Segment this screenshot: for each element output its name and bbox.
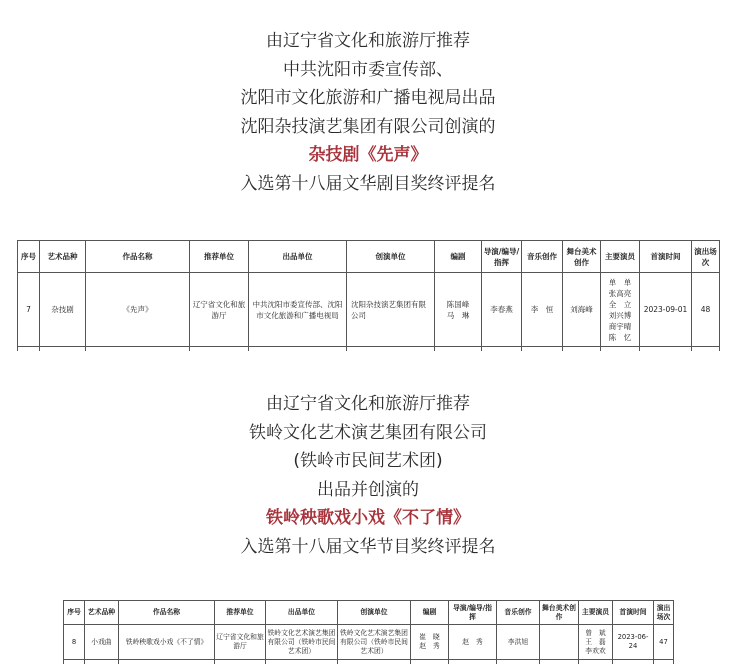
header-playwright: 编剧 xyxy=(411,601,449,625)
header-director: 导演/编导/指挥 xyxy=(449,601,497,625)
cell-stage-design xyxy=(540,625,579,660)
announcement-2-line-1: 由辽宁省文化和旅游厅推荐 xyxy=(266,394,470,414)
nomination-table-2 xyxy=(63,600,674,664)
cell-show-count: 47 xyxy=(654,625,674,660)
announcement-1-line-4: 沈阳杂技演艺集团有限公司创演的 xyxy=(240,116,496,137)
header-music: 音乐创作 xyxy=(522,241,563,273)
header-director: 导演/编导/指挥 xyxy=(482,241,522,273)
cell-music: 李 恒 xyxy=(522,273,563,347)
header-index: 序号 xyxy=(18,241,40,273)
table-row-continuation xyxy=(18,347,720,352)
cell-work-name: 《先声》 xyxy=(86,273,190,347)
cell-producer: 铁岭文化艺术演艺集团有限公司（铁岭市民间艺术团） xyxy=(266,625,338,660)
cell-main-actors: 单 单 张高亮 全 立 刘兴博 商宇晴 陈 忆 xyxy=(601,273,640,347)
header-show-count: 演出场次 xyxy=(692,241,720,273)
header-work-name: 作品名称 xyxy=(86,241,190,273)
header-main-actors: 主要演员 xyxy=(579,601,613,625)
header-art-type: 艺术品种 xyxy=(85,601,119,625)
cell-playwright: 陈国峰 马 琳 xyxy=(435,273,482,347)
table-header-row xyxy=(18,241,720,273)
header-main-actors: 主要演员 xyxy=(601,241,640,273)
announcement-1-line-1: 由辽宁省文化和旅游厅推荐 xyxy=(266,31,470,51)
cell-main-actors: 曾 斌 王 磊 李欢欢 xyxy=(579,625,613,660)
cell-director: 李春燕 xyxy=(482,273,522,347)
header-playwright: 编剧 xyxy=(435,241,482,273)
cell-premiere-date: 2023-06-24 xyxy=(613,625,654,660)
cell-show-count: 48 xyxy=(692,273,720,347)
cell-performer-unit: 铁岭文化艺术演艺集团有限公司（铁岭市民间艺术团） xyxy=(338,625,411,660)
cell-stage-design: 刘海峰 xyxy=(563,273,601,347)
announcement-2-line-3: (铁岭市民间艺术团) xyxy=(293,451,443,471)
header-recommender: 推荐单位 xyxy=(190,241,249,273)
cell-producer: 中共沈阳市委宣传部、沈阳市文化旅游和广播电视局 xyxy=(249,273,347,347)
header-producer: 出品单位 xyxy=(266,601,338,625)
cell-performer-unit: 沈阳杂技演艺集团有限公司 xyxy=(347,273,435,347)
announcement-2-work-title: 铁岭秧歌戏小戏《不了情》 xyxy=(266,508,470,528)
header-show-count: 演出场次 xyxy=(654,601,674,625)
nomination-table-1 xyxy=(17,240,720,351)
header-art-type: 艺术品种 xyxy=(40,241,86,273)
header-index: 序号 xyxy=(64,601,85,625)
cell-premiere-date: 2023-09-01 xyxy=(640,273,692,347)
cell-music: 李洪旭 xyxy=(497,625,540,660)
announcement-1-work-title: 杂技剧《先声》 xyxy=(308,145,428,165)
header-work-name: 作品名称 xyxy=(119,601,215,625)
header-stage-design: 舞台美术创作 xyxy=(540,601,579,625)
cell-art-type: 杂技剧 xyxy=(40,273,86,347)
announcement-2-line-4: 出品并创演的 xyxy=(317,479,419,500)
announcement-2-award: 入选第十八届文华节目奖终评提名 xyxy=(240,536,496,557)
header-producer: 出品单位 xyxy=(249,241,347,273)
header-music: 音乐创作 xyxy=(497,601,540,625)
table-row xyxy=(18,273,720,347)
header-stage-design: 舞台美术创作 xyxy=(563,241,601,273)
announcement-1-award: 入选第十八届文华剧目奖终评提名 xyxy=(240,173,496,194)
header-performer-unit: 创演单位 xyxy=(338,601,411,625)
cell-index: 8 xyxy=(64,625,85,660)
cell-work-name: 铁岭秧歌戏小戏《不了情》 xyxy=(119,625,215,660)
cell-recommender: 辽宁省文化和旅游厅 xyxy=(215,625,266,660)
table-header-row xyxy=(64,601,674,625)
table-row-continuation xyxy=(64,660,674,665)
header-premiere-date: 首演时间 xyxy=(640,241,692,273)
cell-recommender: 辽宁省文化和旅游厅 xyxy=(190,273,249,347)
announcement-1-line-2: 中共沈阳市委宣传部、 xyxy=(283,59,453,80)
cell-index: 7 xyxy=(18,273,40,347)
announcement-2-line-2: 铁岭文化艺术演艺集团有限公司 xyxy=(249,422,487,443)
header-performer-unit: 创演单位 xyxy=(347,241,435,273)
header-recommender: 推荐单位 xyxy=(215,601,266,625)
table-row xyxy=(64,625,674,660)
announcement-2 xyxy=(0,390,736,561)
cell-playwright: 崔 晓 赵 秀 xyxy=(411,625,449,660)
header-premiere-date: 首演时间 xyxy=(613,601,654,625)
announcement-1 xyxy=(0,27,736,198)
cell-director: 赵 秀 xyxy=(449,625,497,660)
announcement-1-line-3: 沈阳市文化旅游和广播电视局出品 xyxy=(240,88,496,108)
cell-art-type: 小戏曲 xyxy=(85,625,119,660)
